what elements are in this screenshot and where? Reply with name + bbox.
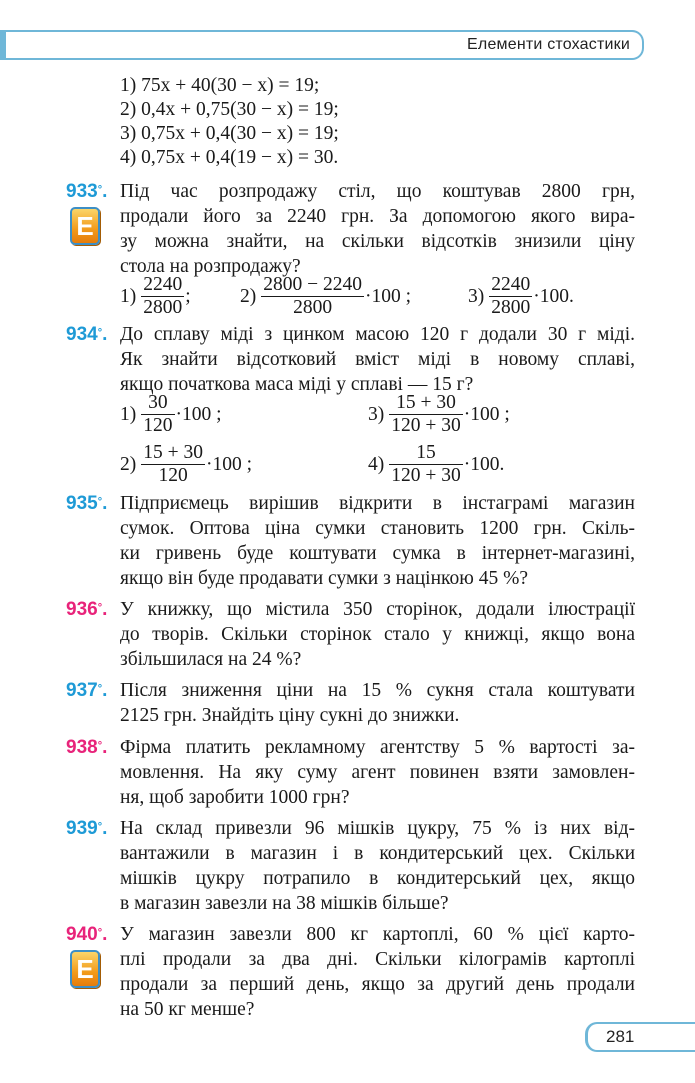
problem-934-number: 934°. <box>66 324 108 345</box>
problem-935-line-1: Підприємець вирішив відкрити в інстаграмі магазин <box>120 493 635 514</box>
problem-940-number: 940°. <box>66 924 108 945</box>
prev-option-4: 4) 0,75x + 0,4(19 − x) = 30. <box>120 147 339 168</box>
prev-option-1: 1) 75x + 40(30 − x) = 19; <box>120 75 320 96</box>
problem-933-number: 933°. <box>66 181 108 202</box>
problem-933-line-3: зу можна знайти, на скільки відсотків знизили ціну <box>120 231 635 252</box>
problem-938-number: 938°. <box>66 737 108 758</box>
problem-938-line-1: Фірма платить рекламному агентству 5 % вартості за- <box>120 737 635 758</box>
problem-940-line-3: продали за перший день, якщо за другий день продали <box>120 974 635 995</box>
header-title: Елементи стохастики <box>467 36 630 53</box>
problem-937-line-1: Після зниження ціни на 15 % сукня стала коштувати <box>120 680 635 701</box>
problem-933-line-1: Під час розпродажу стіл, що коштував 2800 грн, <box>120 181 635 202</box>
problem-934-option-4: 4) $\frac{15}{120 + 30}$ ·100. <box>368 442 505 486</box>
fraction: $\frac{15}{120 + 30}$ <box>391 442 461 486</box>
problem-933-option-1: 1) $\frac{2240}{2800}$ ; <box>120 274 191 318</box>
problem-937-number: 937°. <box>66 680 108 701</box>
problem-938-line-3: ня, щоб заробити 1000 грн? <box>120 787 350 808</box>
problem-936-line-3: збільшилася на 24 %? <box>120 649 302 670</box>
problem-938-line-2: мовлення. На яку суму агент повинен взяти замовлен- <box>120 762 635 783</box>
problem-935-number: 935°. <box>66 493 108 514</box>
problem-935-line-2: сумок. Оптова ціна сумки становить 1200 грн. Скіль- <box>120 518 635 539</box>
prev-option-3: 3) 0,75x + 0,4(30 − x) = 19; <box>120 123 339 144</box>
problem-939-number: 939°. <box>66 818 108 839</box>
page-header <box>0 30 644 60</box>
problem-940-line-4: на 50 кг менше? <box>120 999 255 1020</box>
problem-935-line-4: якщо він буде продавати сумки з націнкою 45 %? <box>120 568 528 589</box>
fraction: $\frac{2240}{2800}$ <box>143 274 183 318</box>
problem-939-line-3: мішків цукру потрапило в кондитерський цех, якщо <box>120 868 635 889</box>
problem-934-option-3: 3) $\frac{15 + 30}{120 + 30}$ ·100 ; <box>368 392 510 436</box>
problem-940-line-2: плі продали за два дні. Скільки кілограмів картоплі <box>120 949 635 970</box>
problem-934-line-3: якщо початкова маса міді у сплаві — 15 г? <box>120 374 474 395</box>
problem-934-option-2: 2) $\frac{15 + 30}{120}$ ·100 ; <box>120 442 253 486</box>
fraction: $\frac{30}{120}$ <box>143 392 173 436</box>
fraction: $\frac{15 + 30}{120 + 30}$ <box>391 392 461 436</box>
fraction: $\frac{15 + 30}{120}$ <box>143 442 203 486</box>
problem-933-option-2: 2) $\frac{2800 - 2240}{2800}$ ·100 ; <box>240 274 412 318</box>
problem-939-line-4: в магазин завезли на 38 мішків більше? <box>120 893 449 914</box>
problem-940-line-1: У магазин завезли 800 кг картоплі, 60 % цієї карто- <box>120 924 635 945</box>
page-footer <box>585 1022 695 1052</box>
problem-933-option-3: 3) $\frac{2240}{2800}$ ·100. <box>468 274 574 318</box>
problem-939-line-2: вантажили в магазин і в кондитерський цех. Скільки <box>120 843 635 864</box>
fraction: $\frac{2800 - 2240}{2800}$ <box>263 274 362 318</box>
e-badge-icon: E <box>70 207 100 245</box>
problem-937-line-2: 2125 грн. Знайдіть ціну сукні до знижки. <box>120 705 460 726</box>
e-badge-icon: E <box>70 950 100 988</box>
problem-936-line-2: до творів. Скільки сторінок стало у книжці, якщо вона <box>120 624 635 645</box>
problem-939-line-1: На склад привезли 96 мішків цукру, 75 % із них від- <box>120 818 635 839</box>
problem-936-line-1: У книжку, що містила 350 сторінок, додали ілюстрації <box>120 599 635 620</box>
fraction: $\frac{2240}{2800}$ <box>491 274 531 318</box>
problem-934-option-1: 1) $\frac{30}{120}$ ·100 ; <box>120 392 222 436</box>
problem-933-line-2: продали його за 2240 грн. За допомогою якого вира- <box>120 206 635 227</box>
problem-935-line-3: ки гривень буде коштувати сумка в інтернет-магазині, <box>120 543 635 564</box>
problem-936-number: 936°. <box>66 599 108 620</box>
problem-933-line-4: стола на розпродажу? <box>120 256 301 277</box>
page-number: 281 <box>606 1027 635 1046</box>
problem-934-line-1: До сплаву міді з цинком масою 120 г додали 30 г міді. <box>120 324 635 345</box>
prev-option-2: 2) 0,4x + 0,75(30 − x) = 19; <box>120 99 339 120</box>
problem-934-line-2: Як знайти відсотковий вміст міді в новому сплаві, <box>120 349 635 370</box>
